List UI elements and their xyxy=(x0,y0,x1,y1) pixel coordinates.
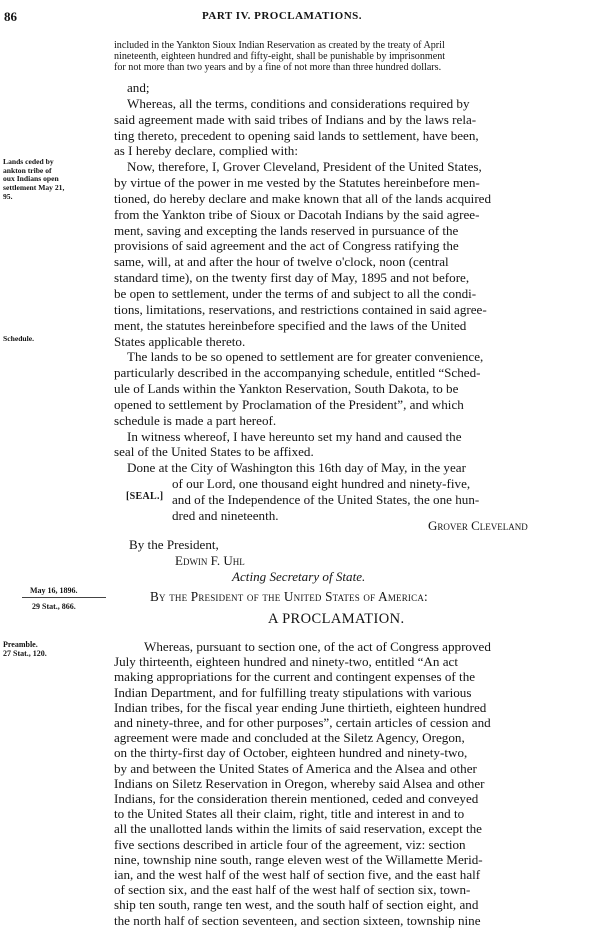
text-line: Whereas, pursuant to section one, of the act of Congress approved xyxy=(144,639,491,654)
text-line: the north half of section seventeen, and section sixteen, township nine xyxy=(114,912,481,928)
text-line: agreement were made and concluded at the Siletz Agency, Oregon, xyxy=(114,730,465,746)
text-line: In witness whereof, I have hereunto set my hand and caused the xyxy=(127,428,462,444)
text-line: ian, and the west half of the west half of section five, and the east half xyxy=(114,867,481,883)
text-line: of section six, and the east half of the west half of section six, town- xyxy=(114,882,471,898)
margin-note-lands-ceded xyxy=(3,158,64,202)
text-line: same, will, at and after the hour of twelve o'clock, noon (central xyxy=(114,254,449,270)
proclamation-body-2 xyxy=(114,639,491,928)
margin-note-preamble xyxy=(3,641,47,658)
text-line: to the United States all their claim, right, title and interest in and to xyxy=(114,806,465,822)
margin-line: Lands ceded by xyxy=(3,157,54,166)
text-line: Indians on Siletz Reservation in Oregon, whereby said Alsea and other xyxy=(114,775,485,791)
text-line: said agreement made with said tribes of Indians and by the laws rela- xyxy=(114,111,477,127)
text-line: schedule is made a part hereof. xyxy=(114,412,277,428)
margin-line: ankton tribe of xyxy=(3,165,52,175)
text-line: and; xyxy=(127,80,150,95)
text-line: States applicable thereto. xyxy=(114,333,246,349)
text-line: The lands to be so opened to settlement are for greater convenience, xyxy=(127,349,484,365)
text-line: tioned, do hereby declare and make known that all of the lands acquired xyxy=(114,190,492,206)
intro-line: nineteenth, eighteen hundred and fifty-eight, shall be punishable by imprisonment xyxy=(114,51,446,62)
proclamation-title: A PROCLAMATION. xyxy=(268,611,405,627)
text-line: opened to settlement by Proclamation of the President”, and which xyxy=(114,396,464,412)
margin-line: settlement May 21, xyxy=(3,183,65,193)
margin-line: 27 Stat., 120. xyxy=(3,648,47,658)
text-line: and of the Independence of the United States, the one hun- xyxy=(172,491,480,507)
text-line: ship ten south, range ten west, and the south half of section eight, and xyxy=(114,897,479,913)
proclamation-body-1 xyxy=(114,80,491,524)
text-line: Indians, for the consideration therein mentioned, ceded and conveyed xyxy=(114,791,479,807)
margin-note-schedule: Schedule. xyxy=(3,334,35,343)
text-line: Indian tribes, for the fiscal year ending June thirtieth, eighteen hundred xyxy=(114,699,487,715)
text-line: ment, saving and excepting the lands reserved in pursuance of the xyxy=(114,222,459,238)
margin-line: 95. xyxy=(3,191,13,201)
text-line: Whereas, all the terms, conditions and considerations required by xyxy=(127,95,470,111)
text-line: ule of Lands within the Yankton Reservation, South Dakota, to be xyxy=(114,381,459,397)
text-line: and ninety-three, and for other purposes”, certain articles of cession and xyxy=(114,715,491,731)
text-line: seal of the United States to be affixed. xyxy=(114,444,314,460)
text-line: be open to settlement, under the terms of and subject to all the condi- xyxy=(114,285,477,301)
proclamation-by-line: By the President of the United States of America: xyxy=(150,589,428,604)
text-line: as I hereby declare, complied with: xyxy=(114,143,298,159)
text-line: Indian Department, and for fulfilling treaty stipulations with various xyxy=(114,684,472,700)
text-line: standard time), on the twenty first day of May, 1895 and not before, xyxy=(114,270,470,286)
margin-note-date: May 16, 1896. xyxy=(30,586,78,595)
text-line: provisions of said agreement and the act of Congress ratifying the xyxy=(114,238,459,254)
by-the-president: By the President, xyxy=(129,537,219,552)
text-line: tions, limitations, reservations, and restrictions contained in said agree- xyxy=(114,301,487,317)
page-number: 86 xyxy=(4,9,17,24)
margin-note-statute: 29 Stat., 866. xyxy=(32,602,76,611)
text-line: five sections described in article four of the agreement, viz: section xyxy=(114,836,466,852)
text-line: on the thirty-first day of October, eighteen hundred and ninety-two, xyxy=(114,745,468,761)
text-line: particularly described in the accompanying schedule, entitled “Sched- xyxy=(114,365,481,381)
margin-rule xyxy=(22,597,106,598)
text-line: all the unallotted lands within the limits of said reservation, except the xyxy=(114,821,482,837)
seal-marker: [SEAL.] xyxy=(126,491,164,502)
intro-paragraph xyxy=(114,40,445,73)
intro-line: included in the Yankton Sioux Indian Reservation as created by the treaty of April xyxy=(114,40,445,51)
text-line: Now, therefore, I, Grover Cleveland, President of the United States, xyxy=(127,159,482,175)
text-line: by virtue of the power in me vested by the Statutes hereinbefore men- xyxy=(114,175,480,191)
text-line: July thirteenth, eighteen hundred and ninety-two, entitled “An act xyxy=(114,654,458,670)
text-line: making appropriations for the current and contingent expenses of the xyxy=(114,669,476,685)
running-title: PART IV. PROCLAMATIONS. xyxy=(202,10,363,22)
signature-cleveland: Grover Cleveland xyxy=(428,518,528,533)
text-line: of our Lord, one thousand eight hundred and ninety-five, xyxy=(172,476,471,492)
margin-line: oux Indians open xyxy=(3,174,59,184)
text-line: by and between the United States of America and the Alsea and other xyxy=(114,760,477,776)
text-line: from the Yankton tribe of Sioux or Dacotah Indians by the said agree- xyxy=(114,206,480,222)
margin-line: Preamble. xyxy=(3,640,38,649)
secretary-name: Edwin F. Uhl xyxy=(175,553,245,568)
intro-line: for not more than two years and by a fine of not more than three hundred dollars. xyxy=(114,62,442,73)
secretary-title: Acting Secretary of State. xyxy=(232,569,366,584)
text-line: ting thereto, precedent to opening said lands to settlement, have been, xyxy=(114,127,479,143)
text-line: nine, township nine south, range eleven west of the Willamette Merid- xyxy=(114,851,483,867)
text-line: dred and nineteenth. xyxy=(172,507,279,523)
text-line: Done at the City of Washington this 16th day of May, in the year xyxy=(127,460,466,476)
text-line: ment, the statutes hereinbefore specified and the laws of the United xyxy=(114,317,467,333)
